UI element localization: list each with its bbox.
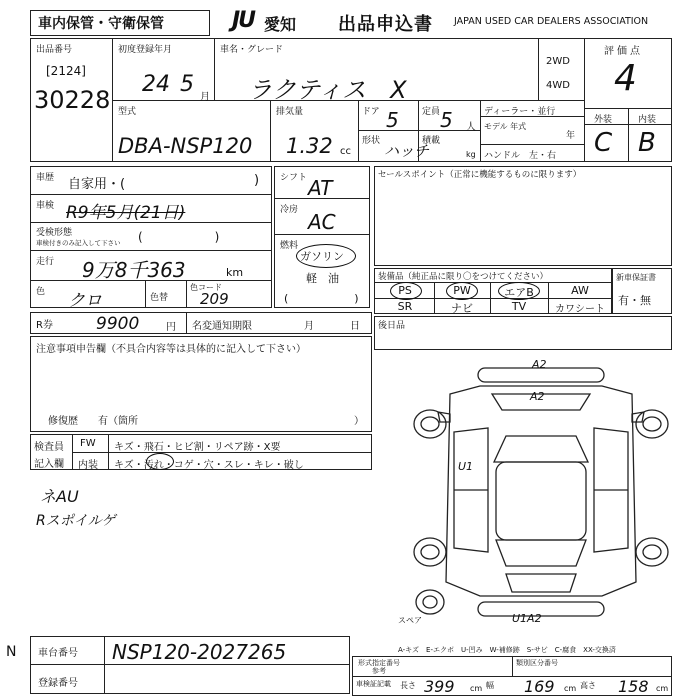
recycle-value: 9900 xyxy=(96,314,140,334)
capacity-unit: 人 xyxy=(466,122,476,133)
name-change-day: 日 xyxy=(350,321,360,332)
first-reg-year: 24 xyxy=(142,72,170,97)
notes-label: 注意事項申告欄（不具合内容等は具体的に記入して下さい） xyxy=(36,344,306,355)
fuel-paren: ( ) xyxy=(284,292,359,305)
form-title: 出品申込書 xyxy=(338,14,433,35)
name-change-month: 月 xyxy=(304,321,314,332)
receiving-label: 受検形態 xyxy=(36,228,73,238)
type-number-ref: 参考 xyxy=(372,667,386,675)
height-value: 158 xyxy=(618,677,649,696)
equip-aw: AW xyxy=(571,284,589,297)
equipment-label: 装備品（純正品に限り〇をつけてください） xyxy=(378,272,549,282)
load-unit: kg xyxy=(466,150,476,159)
chassis-label: 車台番号 xyxy=(38,648,78,659)
mileage-label: 走行 xyxy=(36,257,55,267)
repair-label: 修復歴 有（箇所 xyxy=(48,416,138,427)
mileage-value: 9万8千363 xyxy=(82,258,186,282)
load-label: 積載 xyxy=(422,136,441,146)
handle-label: ハンドル 左・右 xyxy=(484,151,557,161)
ju-logo: JU xyxy=(232,8,255,33)
type-number-label: 形式指定番号 xyxy=(358,659,400,667)
equip-navi: ナビ xyxy=(451,302,473,315)
recycle-label: R券 xyxy=(36,320,53,331)
dealer-label: ディーラー・並行 xyxy=(484,107,556,117)
registration-label: 登録番号 xyxy=(38,678,78,689)
after-goods-box xyxy=(374,316,672,350)
first-reg-month-unit: 月 xyxy=(200,92,210,103)
history-label: 車歴 xyxy=(36,173,55,183)
model-label: 型式 xyxy=(118,107,137,117)
sales-point-box xyxy=(374,166,672,266)
color-value: クロ xyxy=(68,291,102,311)
shape-label: 形状 xyxy=(362,136,381,146)
color-plate-label: 色替 xyxy=(150,293,169,303)
inspector-int: 内装 xyxy=(78,460,98,471)
drive-4wd: 4WD xyxy=(546,80,570,91)
equip-airbag: エアB xyxy=(504,286,534,299)
width-value: 169 xyxy=(524,677,555,696)
sales-point-label: セールスポイント（正常に機能するものに限ります） xyxy=(378,170,582,180)
model-year-label: モデル 年式 xyxy=(484,122,527,131)
ac-value: AC xyxy=(308,210,336,234)
shift-value: AT xyxy=(308,176,333,200)
inspection-label: 車検 xyxy=(36,201,55,211)
mark-a2-hood: A2 xyxy=(530,390,545,403)
shift-label: シフト xyxy=(280,173,308,183)
length-unit: cm xyxy=(470,684,483,693)
damage-legend: A-キズ E-エクボ U-凹み W-補修跡 S-サビ C-腐食 XX-交換済 xyxy=(398,646,616,654)
equip-airbag-circle xyxy=(498,282,540,300)
mark-u1a2-rear: U1A2 xyxy=(512,612,542,625)
inspection-value: R9年5月(21日) xyxy=(66,203,186,223)
storage-label: 車内保管・守衛保管 xyxy=(38,16,164,32)
inspector-label-1: 検査員 xyxy=(34,442,64,453)
displacement-label: 排気量 xyxy=(276,107,304,117)
name-change-label: 名変通知期限 xyxy=(192,321,252,332)
fuel-diesel: 軽 油 xyxy=(306,272,339,285)
mark-a2-bumper: A2 xyxy=(532,358,547,371)
remark-2: Rスポイルゲ xyxy=(36,513,116,529)
equip-ps: PS xyxy=(398,284,412,297)
receiving-note: 車検付きのみ記入して下さい xyxy=(36,239,121,247)
dirt-circle xyxy=(146,453,174,470)
color-code: 209 xyxy=(200,290,229,308)
displacement-value: 1.32 xyxy=(286,134,333,158)
lot-number: 30228 xyxy=(34,86,111,114)
fuel-gas: ガソリン xyxy=(300,250,344,263)
model-value: DBA-NSP120 xyxy=(118,134,253,158)
remark-1: ネAU xyxy=(40,487,79,506)
equip-leather: カワシート xyxy=(555,304,605,315)
car-name-label: 車名・グレード xyxy=(220,45,284,55)
category-number-label: 類別区分番号 xyxy=(516,659,558,667)
warranty-label: 新車保証書 xyxy=(616,273,656,282)
cert-label: 車検証記載 xyxy=(356,680,391,688)
score-ext: C xyxy=(594,128,613,158)
displacement-unit: cc xyxy=(340,146,351,157)
drive-2wd: 2WD xyxy=(546,56,570,67)
association-name: 愛知 xyxy=(264,15,297,34)
receiving-value: ( ) xyxy=(138,230,220,244)
equip-tv: TV xyxy=(511,300,527,313)
ac-label: 冷房 xyxy=(280,205,299,215)
shape-value: ハッチ xyxy=(384,142,430,160)
doors-label: ドア xyxy=(362,107,380,117)
capacity-value: 5 xyxy=(440,108,453,132)
lot-label: 出品番号 xyxy=(36,45,73,55)
inspector-fw-items: キズ・飛石・ヒビ割・リペア跡・X要 xyxy=(114,442,281,453)
inspector-fw: FW xyxy=(80,438,96,449)
history-value: 自家用・( xyxy=(68,177,126,192)
capacity-label: 定員 xyxy=(422,107,441,117)
equip-pw: PW xyxy=(453,284,471,297)
inspector-label-2: 記入欄 xyxy=(34,459,64,470)
repair-close: ） xyxy=(354,416,364,427)
score-int: B xyxy=(638,128,656,158)
length-value: 399 xyxy=(424,677,455,696)
width-label: 幅 xyxy=(486,681,494,690)
first-reg-label: 初度登録年月 xyxy=(118,45,173,55)
mark-u1-side: U1 xyxy=(458,460,474,473)
fuel-label: 燃料 xyxy=(280,241,299,251)
first-reg-month: 5 xyxy=(180,72,194,97)
english-title: JAPAN USED CAR DEALERS ASSOCIATION xyxy=(454,16,649,27)
year-unit: 年 xyxy=(566,131,576,141)
chassis-margin-mark: N xyxy=(6,644,17,660)
equip-sr: SR xyxy=(397,300,413,313)
height-label: 高さ xyxy=(580,681,596,690)
spare-label: スペア xyxy=(398,616,422,625)
score-int-label: 内装 xyxy=(638,115,657,125)
height-unit: cm xyxy=(656,684,669,693)
width-unit: cm xyxy=(564,684,577,693)
chassis-value: NSP120-2027265 xyxy=(112,640,287,664)
inspector-int-items: キズ・汚れ・コゲ・穴・スレ・キレ・破し xyxy=(114,460,304,471)
warranty-opts: 有・無 xyxy=(618,294,651,307)
score-label: 評価点 xyxy=(604,46,643,57)
recycle-unit: 円 xyxy=(166,322,176,333)
equip-pw-circle xyxy=(446,282,478,300)
color-label: 色 xyxy=(36,287,46,297)
car-name-value: ラクティス X xyxy=(248,76,407,104)
history-close: ) xyxy=(254,173,260,188)
after-goods-label: 後日品 xyxy=(378,321,406,331)
length-label: 長さ xyxy=(400,681,416,690)
score-value: 4 xyxy=(614,58,637,99)
equip-ps-circle xyxy=(390,282,422,300)
lot-bracket: [2124] xyxy=(46,64,86,78)
doors-value: 5 xyxy=(386,108,399,132)
score-ext-label: 外装 xyxy=(594,115,613,125)
mileage-unit: km xyxy=(226,266,244,279)
color-code-label: 色コード xyxy=(190,283,222,292)
